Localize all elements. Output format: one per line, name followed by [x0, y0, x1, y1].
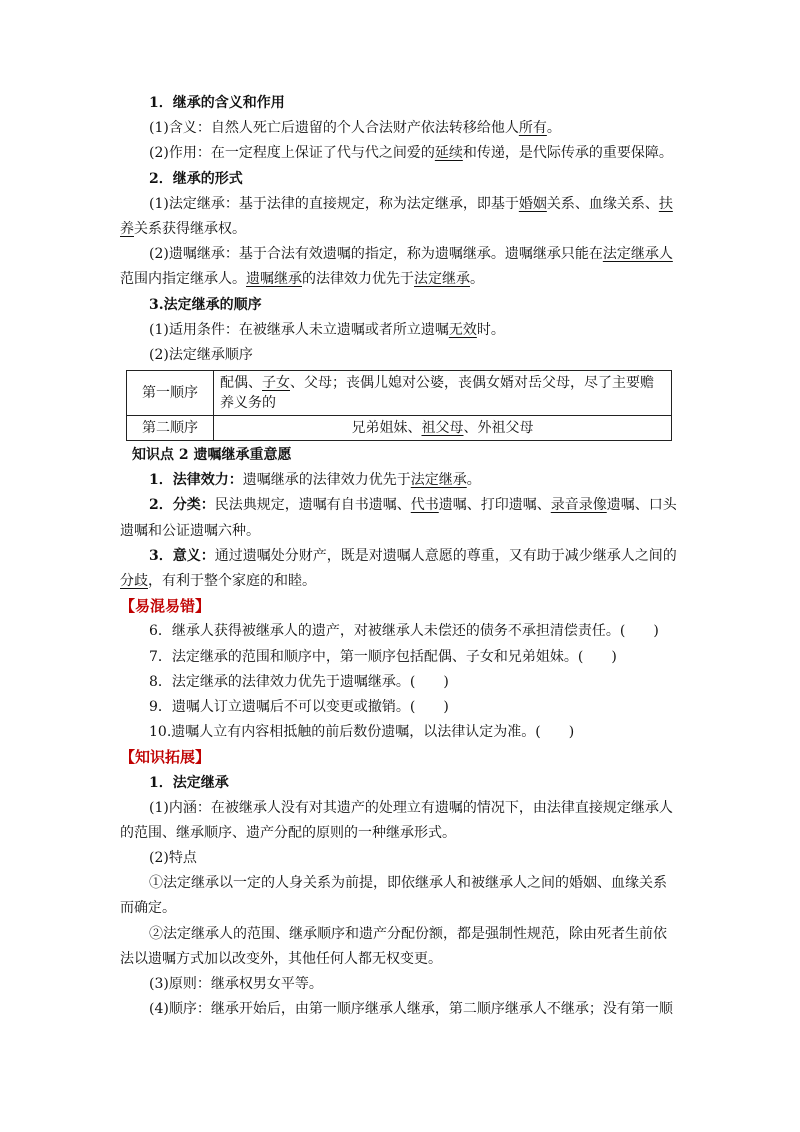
paragraph-order-label: (2)法定继承顺序: [149, 346, 253, 363]
expansion-line: 法以遗嘱方式加以改变外，其他任何人都无权变更。: [120, 950, 442, 967]
table-cell-second-label: 第二顺序: [127, 416, 214, 441]
judgement-item-6: 6．继承人获得被继承人的遗产，对被继承人未偿还的债务不承担清偿责任。( ): [149, 623, 659, 640]
table-cell-first-label: 第一顺序: [127, 371, 214, 416]
section-title-inheritance-forms: 2．继承的形式: [149, 170, 243, 187]
paragraph-will-significance-cont: 分歧，有利于整个家庭的和睦。: [120, 573, 316, 589]
paragraph-will-significance: 3．意义：通过遗嘱处分财产，既是对遗嘱人意愿的尊重，又有助于减少继承人之间的: [149, 547, 677, 564]
expansion-line: 的范围、继承顺序、遗产分配的原则的一种继承形式。: [120, 824, 456, 841]
paragraph-will-inheritance-cont: 范围内指定继承人。遗嘱继承的法律效力优先于法定继承。: [120, 271, 484, 288]
judgement-item-10: 10.遗嘱人立有内容相抵触的前后数份遗嘱，以法律认定为准。( ): [149, 724, 575, 741]
expansion-line: 而确定。: [120, 900, 176, 917]
expansion-line: (3)原则：继承权男女平等。: [149, 976, 323, 992]
expansion-line: (4)顺序：继承开始后，由第一顺序继承人继承，第二顺序继承人不继承；没有第一顺: [149, 1001, 673, 1018]
expansion-line: (2)特点: [149, 850, 197, 867]
expansion-line: (1)内涵：在被继承人没有对其遗产的处理立有遗嘱的情况下，由法律直接规定继承人: [149, 799, 673, 816]
knowledge-point-2-title: 知识点 2 遗嘱继承重意愿: [132, 447, 292, 464]
section-title-legal-order: 3.法定继承的顺序: [149, 296, 262, 313]
expansion-subtitle: 1．法定继承: [149, 774, 229, 791]
paragraph-will-inheritance: (2)遗嘱继承：基于合法有效遗嘱的指定，称为遗嘱继承。遗嘱继承只能在法定继承人: [149, 246, 673, 263]
inheritance-order-table: [126, 370, 672, 441]
expansion-line: ②法定继承人的范围、继承顺序和遗产分配份额，都是强制性规范，除由死者生前依: [149, 925, 667, 942]
paragraph-will-types-cont: 遗嘱和公证遗嘱六种。: [120, 522, 260, 539]
judgement-item-9: 9．遗嘱人订立遗嘱后不可以变更或撤销。( ): [149, 698, 449, 715]
expansion-line: ①法定继承以一定的人身关系为前提，即依继承人和被继承人之间的婚姻、血缘关系: [149, 875, 667, 892]
paragraph-role: (2)作用：在一定程度上保证了代与代之间爱的延续和传递，是代际传承的重要保障。: [149, 145, 673, 162]
judgement-item-7: 7．法定继承的范围和顺序中，第一顺序包括配偶、子女和兄弟姐妹。( ): [149, 648, 617, 665]
document-page: [120, 93, 680, 1024]
paragraph-will-types: 2．分类：民法典规定，遗嘱有自书遗嘱、代书遗嘱、打印遗嘱、录音录像遗嘱、口头: [149, 497, 677, 514]
paragraph-applicable-conditions: (1)适用条件：在被继承人未立遗嘱或者所立遗嘱无效时。: [149, 321, 505, 338]
section-title-inheritance-meaning: 1．继承的含义和作用: [149, 95, 285, 111]
expansion-section-title: 【知识拓展】: [120, 748, 211, 767]
table-cell-second-content: 兄弟姐妹、祖父母、外祖父母: [214, 416, 672, 441]
paragraph-legal-inheritance-cont: 养关系获得继承权。: [120, 220, 246, 237]
judgement-item-8: 8．法定继承的法律效力优先于遗嘱继承。( ): [149, 673, 449, 690]
table-row: [127, 371, 672, 416]
paragraph-legal-inheritance: (1)法定继承：基于法律的直接规定，称为法定继承，即基于婚姻关系、血缘关系、扶: [149, 195, 673, 212]
table-cell-first-content: 配偶、子女、父母；丧偶儿媳对公婆，丧偶女婿对岳父母，尽了主要赡 养义务的: [214, 371, 672, 416]
confusion-section-title: 【易混易错】: [120, 597, 211, 616]
table-row: [127, 416, 672, 441]
paragraph-meaning: (1)含义：自然人死亡后遗留的个人合法财产依法转移给他人所有。: [149, 120, 561, 137]
paragraph-legal-effect: 1．法律效力：遗嘱继承的法律效力优先于法定继承。: [149, 472, 481, 489]
